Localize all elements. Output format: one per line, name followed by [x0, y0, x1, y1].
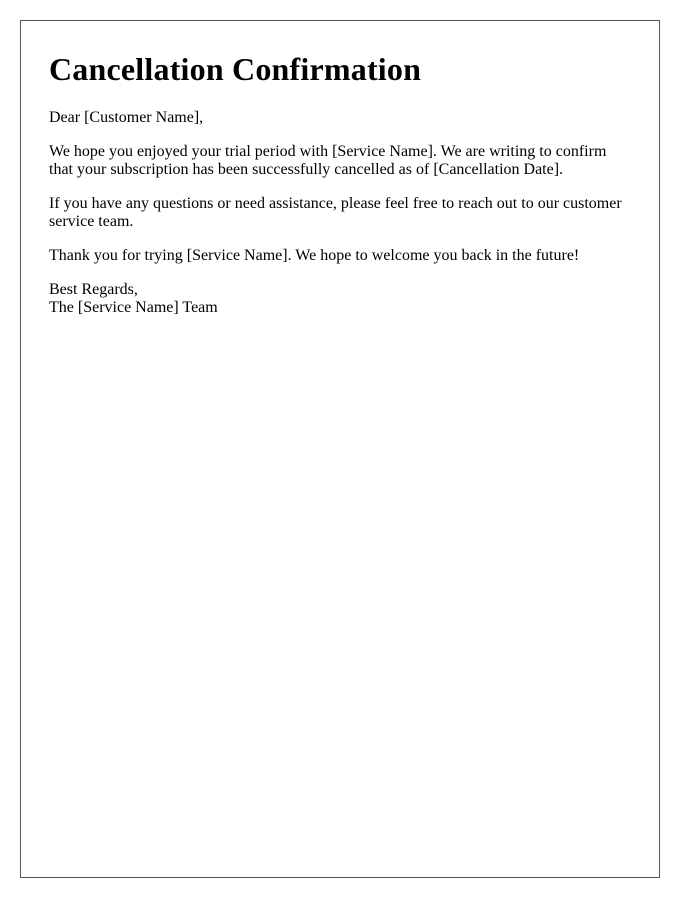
confirmation-line-1: We hope you enjoyed your trial period with [Service Name]. We are writing to confirm	[49, 143, 607, 160]
letter-title: Cancellation Confirmation	[49, 51, 422, 87]
confirmation-line-2: that your subscription has been successfully cancelled as of [Cancellation Date].	[49, 161, 564, 178]
letter-content	[49, 49, 633, 317]
assistance-paragraph	[49, 195, 633, 231]
salutation: Dear [Customer Name],	[49, 109, 204, 126]
assistance-line-2: service team.	[49, 213, 134, 230]
thank-you-paragraph: Thank you for trying [Service Name]. We hope to welcome you back in the future!	[49, 247, 580, 264]
closing-block	[49, 281, 633, 317]
assistance-line-1: If you have any questions or need assistance, please feel free to reach out to our customer	[49, 195, 622, 212]
confirmation-paragraph	[49, 143, 633, 179]
signature: The [Service Name] Team	[49, 299, 218, 316]
closing-phrase: Best Regards,	[49, 281, 138, 298]
letter-page	[20, 20, 660, 878]
